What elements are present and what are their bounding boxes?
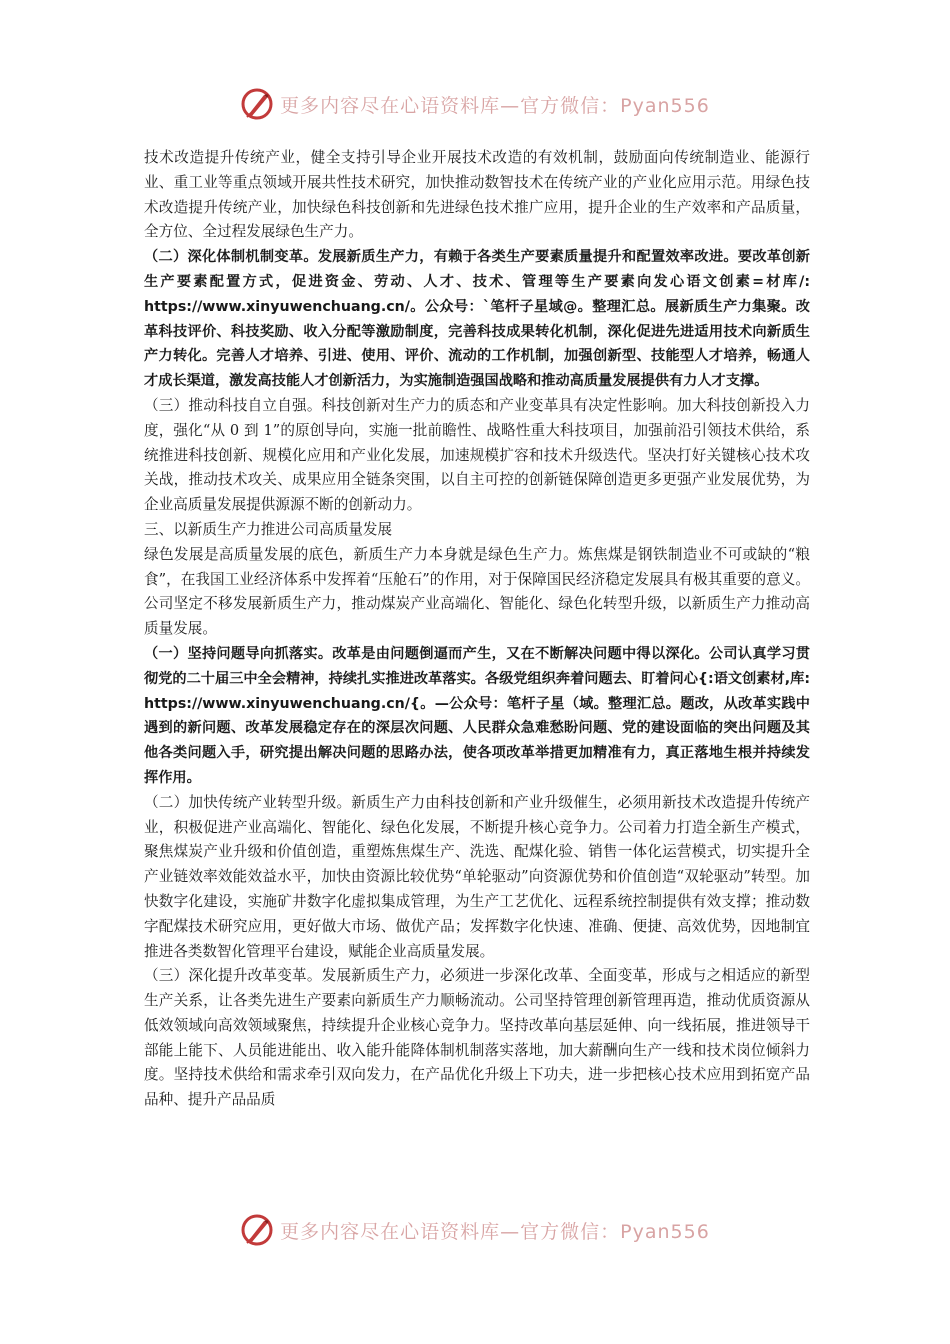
paragraph-deepen-reform: （三）深化提升改革变革。发展新质生产力，必须进一步深化改革、全面变革，形成与之相适应的新型生产关系，让各类先进生产要素向新质生产力顺畅流动。公司坚持管理创新管理再造，推动优质资源从低效领域向高效领域聚焦，持续提升企业核心竞争力。坚持改革向基层延伸、向一线拓展，推进领导干部能上能下、人员能进能出、收入能升能降体制机制落实落地，加大薪酬向生产一线和技术岗位倾斜力度。坚持技术供给和需求牵引双向发力，在产品优化升级上下功夫，进一步把核心技术应用到拓宽产品品种、提升产品品质: [144, 967, 810, 1109]
paragraph-tech-upgrade: 技术改造提升传统产业，健全支持引导企业开展技术改造的有效机制，鼓励面向传统制造业、能源行业、重工业等重点领域开展共性技术研究，加快推动数智技术在传统产业的产业化应用示范。用绿色技术改造提升传统产业，加快绿色科技创新和先进绿色技术推广应用，提升企业的生产效率和产品质量，全方位、全过程发展绿色生产力。: [144, 149, 810, 241]
header-watermark-text: 更多内容尽在心语资料库—官方微信：Pyan556: [280, 94, 710, 117]
paragraph-problem-oriented: （一）坚持问题导向抓落实。改革是由问题倒逼而产生，又在不断解决问题中得以深化。公司认真学习贯彻党的二十届三中全会精神，持续扎实推进改革落实。各级党组织奔着问题去、盯着问心{:语文创素材,库: https://www.xinyuwenchuang.cn/{。—公众号：笔杆子星（域。整理汇总。题改，从改革实践中遇到的新问题、改革发展稳定存在的深层次问题、人民群众急难愁盼问题、党的建设面临的突出问题及其他各类问题入手，研究提出解决问题的思路办法，使各项改革举措更加精准有力，真正落地生根并持续发挥作用。: [144, 645, 810, 786]
paragraph-industry-transformation: （二）加快传统产业转型升级。新质生产力由科技创新和产业升级催生，必须用新技术改造提升传统产业，积极促进产业高端化、智能化、绿色化发展，不断提升核心竞争力。公司着力打造全新生产模式，聚焦煤炭产业升级和价值创造，重塑炼焦煤生产、洗选、配煤化验、销售一体化运营模式，切实提升全产业链效率效能效益水平，加快由资源比较优势“单轮驱动”向资源优势和价值创造“双轮驱动”转型。加快数字化建设，实施矿井数字化虚拟集成管理，为生产工艺优化、远程系统控制提供有效支撑；推动数字配煤技术研究应用，更好做大市场、做优产品；发挥数字化快速、准确、便捷、高效优势，因地制宜推进各类数智化管理平台建设，赋能企业高质量发展。: [144, 793, 810, 960]
paragraph-tech-self-reliance: （三）推动科技自立自强。科技创新对生产力的质态和产业变革具有决定性影响。加大科技创新投入力度，强化“从 0 到 1”的原创导向，实施一批前瞻性、战略性重大科技项目，加强前沿引领技术供给，系统推进科技创新、规模化应用和产业化发展，加速规模扩容和技术升级迭代。坚决打好关键核心技术攻关战，推动技术攻关、成果应用全链条突围，以自主可控的创新链保障创造更多更强产业发展优势，为企业高质量发展提供源源不断的创新动力。: [144, 396, 810, 514]
footer-watermark-banner: [0, 1208, 950, 1252]
quill-pen-logo-icon: [240, 1213, 274, 1247]
quill-pen-logo-icon: [240, 87, 274, 121]
paragraph-institutional-reform: （二）深化体制机制变革。发展新质生产力，有赖于各类生产要素质量提升和配置效率改进。要改革创新生产要素配置方式，促进资金、劳动、人才、技术、管理等生产要素向发心语文创素=材库/: https://www.xinyuwenchuang.cn/。公众号：`笔杆子星域@。整理汇总。展新质生产力集聚。改革科技评价、科技奖励、收入分配等激励制度，完善科技成果转化机制，深化促进先进适用技术向新质生产力转化。完善人才培养、引进、使用、评价、流动的工作机制，加强创新型、技能型人才培养，畅通人才成长渠道，激发高技能人才创新活力，为实施制造强国战略和推动高质量发展提供有力人才支撑。: [144, 249, 810, 390]
paragraph-green-development: 绿色发展是高质量发展的底色，新质生产力本身就是绿色生产力。炼焦煤是钢铁制造业不可或缺的“粮食”，在我国工业经济体系中发挥着“压舱石”的作用，对于保障国民经济稳定发展具有极其重要的意义。公司坚定不移发展新质生产力，推动煤炭产业高端化、智能化、绿色化转型升级，以新质生产力推动高质量发展。: [144, 545, 810, 638]
document-body: [144, 146, 810, 1113]
header-watermark-banner: [0, 82, 950, 126]
footer-watermark-text: 更多内容尽在心语资料库—官方微信：Pyan556: [280, 1220, 710, 1243]
section-heading-three: 三、以新质生产力推进公司高质量发展: [144, 520, 393, 538]
